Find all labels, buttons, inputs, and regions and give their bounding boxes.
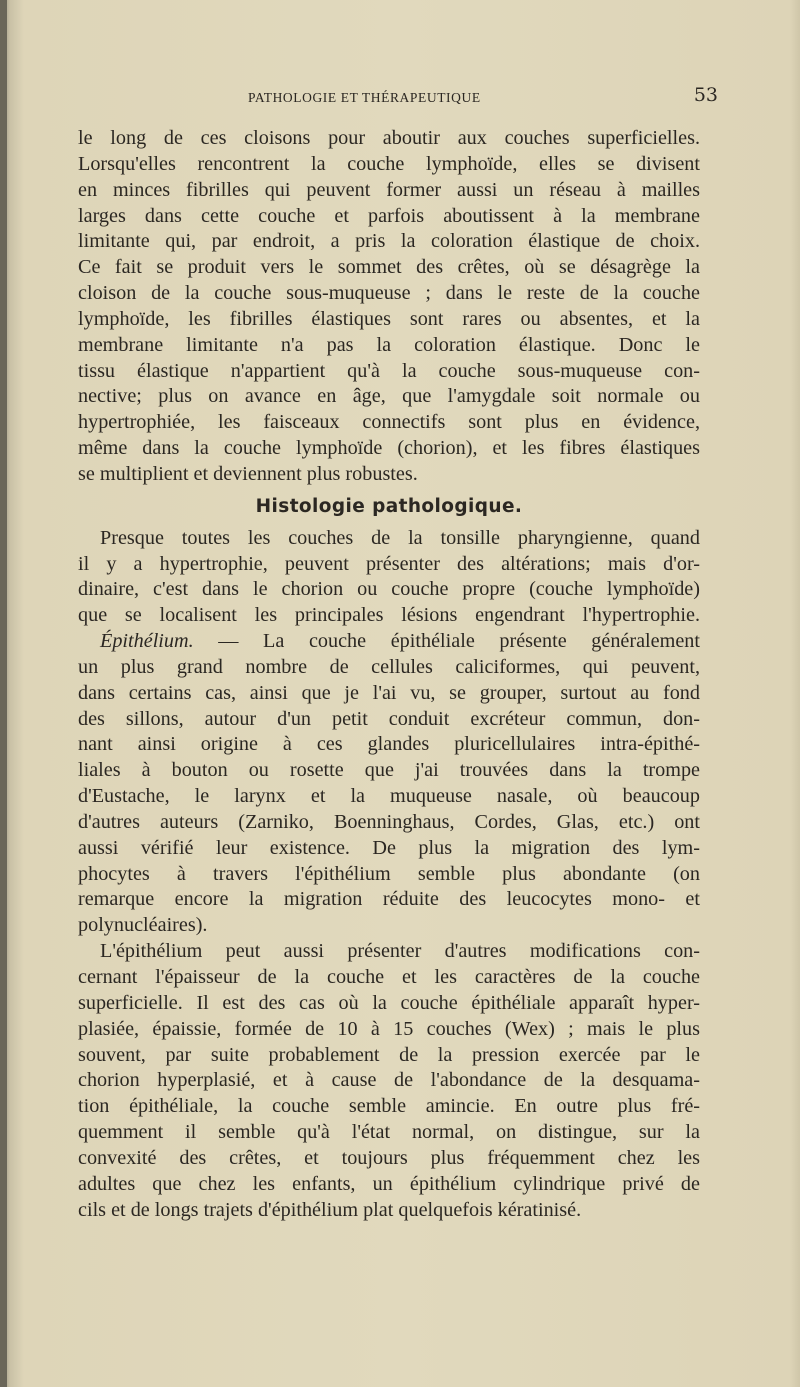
text-line: dinaire, c'est dans le chorion ou couche propre (couche lymphoïde) [78, 578, 700, 601]
page-header [78, 84, 718, 110]
text-line: tion épithéliale, la couche semble amincie. En outre plus fré- [78, 1095, 700, 1118]
text-line: Lorsqu'elles rencontrent la couche lymphoïde, elles se divisent [78, 152, 700, 175]
running-title: PATHOLOGIE ET THÉRAPEUTIQUE [248, 90, 481, 105]
text-line: quemment il semble qu'à l'état normal, on distingue, sur la [78, 1121, 700, 1144]
text-line: un plus grand nombre de cellules caliciformes, qui peuvent, [78, 655, 700, 678]
paragraph-3 [78, 629, 700, 939]
text-line: phocytes à travers l'épithélium semble plus abondante (on [78, 862, 700, 885]
text-line: en minces fibrilles qui peuvent former aussi un réseau à mailles [78, 178, 700, 201]
text-line: cils et de longs trajets d'épithélium plat quelquefois kératinisé. [78, 1198, 582, 1221]
subsection-lead: Épithélium. [100, 630, 194, 653]
text-line: larges dans cette couche et parfois aboutissent à la membrane [78, 204, 700, 227]
text-line: convexité des crêtes, et toujours plus fréquemment chez les [78, 1146, 700, 1169]
text-line: chorion hyperplasié, et à cause de l'abondance de la desquama- [78, 1069, 700, 1092]
text-line: cernant l'épaisseur de la couche et les caractères de la couche [78, 966, 700, 988]
text-line: dans certains cas, ainsi que je l'ai vu, se grouper, surtout au fond [78, 681, 700, 704]
text-line: superficielle. Il est des cas où la couche épithéliale apparaît hyper- [78, 991, 700, 1014]
text-line: Presque toutes les couches de la tonsille pharyngienne, quand [100, 526, 700, 549]
text-run: — La couche épithéliale présente généralement [193, 630, 700, 653]
section-heading: Histologie pathologique. [255, 495, 523, 517]
text-line: d'autres auteurs (Zarniko, Boenninghaus, Cordes, Glas, etc.) ont [78, 810, 700, 833]
paragraph-2 [78, 526, 700, 629]
text-line: cloison de la couche sous-muqueuse ; dans le reste de la couche [78, 282, 700, 305]
text-line: se multiplient et deviennent plus robustes. [78, 462, 418, 485]
text-line: liales à bouton ou rosette que j'ai trouvées dans la trompe [78, 759, 700, 782]
text-line: même dans la couche lymphoïde (chorion), et les fibres élastiques [78, 437, 700, 460]
text-line: limitante qui, par endroit, a pris la coloration élastique de choix. [78, 230, 700, 253]
text-line: Ce fait se produit vers le sommet des crêtes, où se désagrège la [78, 256, 700, 279]
text-line: nant ainsi origine à ces glandes pluricellulaires intra-épithé- [78, 733, 700, 756]
binding-edge [0, 0, 7, 1387]
text-line: aussi vérifié leur existence. De plus la migration des lym- [78, 836, 700, 859]
text-line: il y a hypertrophie, peuvent présenter des altérations; mais d'or- [78, 552, 700, 575]
text-line: des sillons, autour d'un petit conduit excréteur commun, don- [78, 707, 700, 730]
text-line: plasiée, épaissie, formée de 10 à 15 couches (Wex) ; mais le plus [78, 1017, 700, 1040]
paragraph-4 [78, 939, 700, 1223]
text-line: hypertrophiée, les faisceaux connectifs sont plus en évidence, [78, 411, 700, 434]
text-line [78, 629, 700, 655]
text-line: adultes que chez les enfants, un épithélium cylindrique privé de [78, 1172, 700, 1195]
text-line: nective; plus on avance en âge, que l'amygdale soit normale ou [78, 385, 700, 408]
text-line: d'Eustache, le larynx et la muqueuse nasale, où beaucoup [78, 785, 700, 808]
text-line: L'épithélium peut aussi présenter d'autres modifications con- [100, 940, 700, 963]
text-line: souvent, par suite probablement de la pression exercée par le [78, 1043, 700, 1066]
page-number: 53 [693, 84, 718, 106]
text-line: que se localisent les principales lésions engendrant l'hypertrophie. [78, 604, 700, 627]
text-line: membrane limitante n'a pas la coloration élastique. Donc le [78, 333, 700, 356]
text-line: tissu élastique n'appartient qu'à la couche sous-muqueuse con- [78, 359, 700, 382]
text-line: remarque encore la migration réduite des leucocytes mono- et [78, 888, 700, 911]
paragraph-1 [78, 126, 700, 488]
text-line: lymphoïde, les fibrilles élastiques sont rares ou absentes, et la [78, 307, 700, 330]
text-line: le long de ces cloisons pour aboutir aux couches superficielles. [78, 127, 700, 149]
body-text [78, 126, 700, 1223]
text-line: polynucléaires). [78, 914, 208, 937]
